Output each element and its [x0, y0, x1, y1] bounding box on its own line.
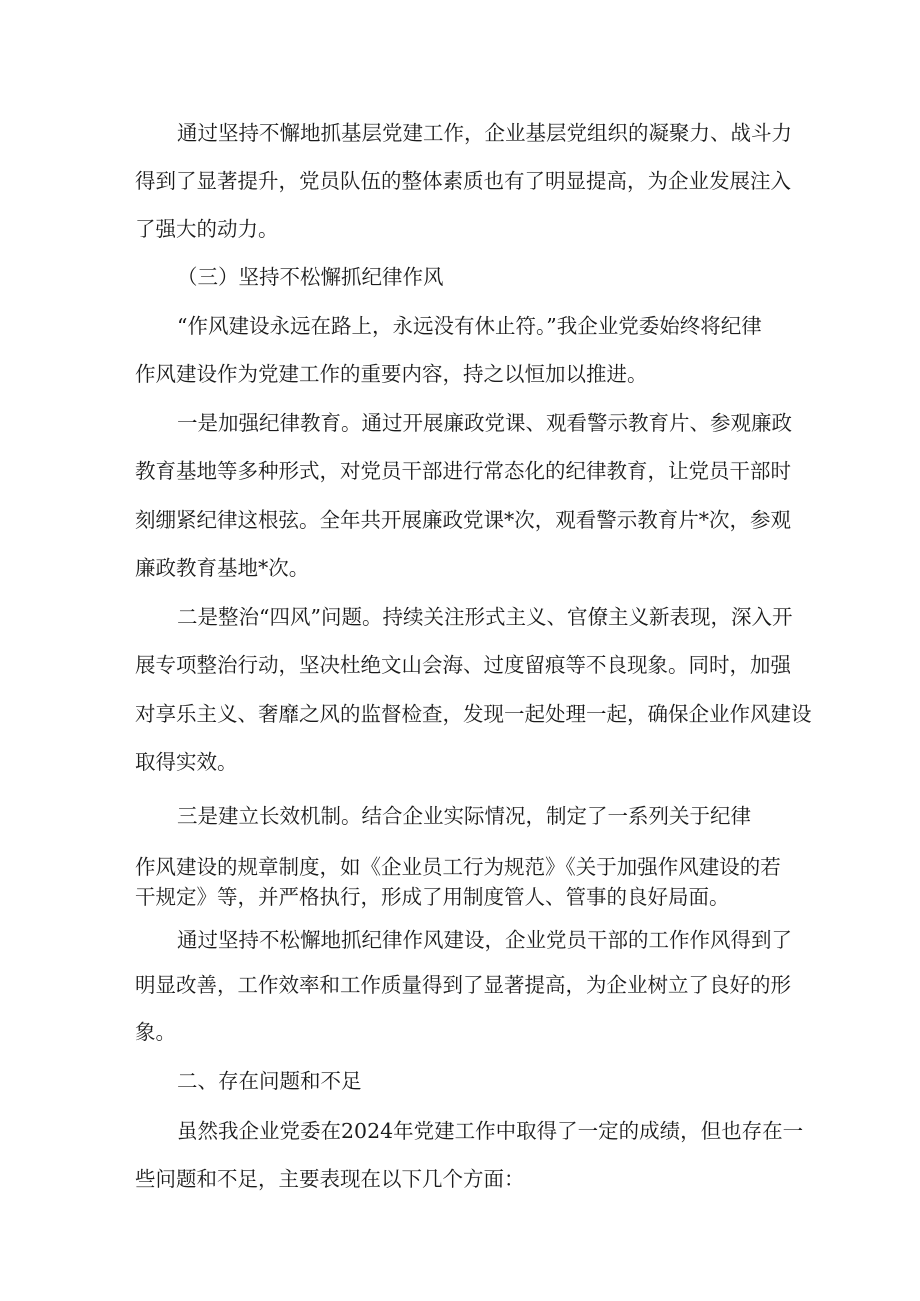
body-text-line: 通过坚持不懈地抓基层党建工作，企业基层党组织的凝聚力、战斗力	[177, 121, 792, 145]
body-text-line: 对享乐主义、奢靡之风的监督检查，发现一起处理一起，确保企业作风建设	[135, 702, 812, 726]
body-text-line: 明显改善，工作效率和工作质量得到了显著提高，为企业树立了良好的形	[135, 973, 791, 997]
body-text-line: 展专项整治行动，坚决杜绝文山会海、过度留痕等不良现象。同时，加强	[135, 653, 791, 677]
body-text-line: “作风建设永远在路上，永远没有休止符。”我企业党委始终将纪律	[177, 314, 762, 338]
section-heading: （三）坚持不松懈抓纪律作风	[177, 265, 444, 289]
body-text-line: 干规定》等，并严格执行，形成了用制度管人、管事的良好局面。	[135, 885, 730, 909]
body-text-line: 通过坚持不松懈地抓纪律作风建设，企业党员干部的工作作风得到了	[177, 928, 792, 952]
body-text-line: 虽然我企业党委在2024年党建工作中取得了一定的成绩，但也存在一	[177, 1119, 804, 1143]
body-text-line: 二是整治“四风”问题。持续关注形式主义、官僚主义新表现，深入开	[177, 605, 793, 629]
body-text-line: 了强大的动力。	[135, 217, 279, 241]
body-text-line: 教育基地等多种形式，对党员干部进行常态化的纪律教育，让党员干部时	[135, 459, 791, 483]
body-text-line: 些问题和不足，主要表现在以下几个方面：	[135, 1167, 525, 1191]
body-text-line: 得到了显著提升，党员队伍的整体素质也有了明显提高，为企业发展注入	[135, 169, 791, 193]
body-text-line: 刻绷紧纪律这根弦。全年共开展廉政党课*次，观看警示教育片*次，参观	[135, 508, 791, 532]
body-text-line: 象。	[135, 1020, 176, 1044]
body-text-line: 廉政教育基地*次。	[135, 556, 310, 580]
body-text-line: 作风建设的规章制度，如《企业员工行为规范》《关于加强作风建设的若	[135, 855, 781, 879]
body-text-line: 作风建设作为党建工作的重要内容，持之以恒加以推进。	[135, 362, 648, 386]
section-heading: 二、存在问题和不足	[177, 1069, 362, 1093]
body-text-line: 取得实效。	[135, 750, 238, 774]
body-text-line: 三是建立长效机制。结合企业实际情况，制定了一系列关于纪律	[177, 804, 751, 828]
body-text-line: 一是加强纪律教育。通过开展廉政党课、观看警示教育片、参观廉政	[177, 411, 792, 435]
